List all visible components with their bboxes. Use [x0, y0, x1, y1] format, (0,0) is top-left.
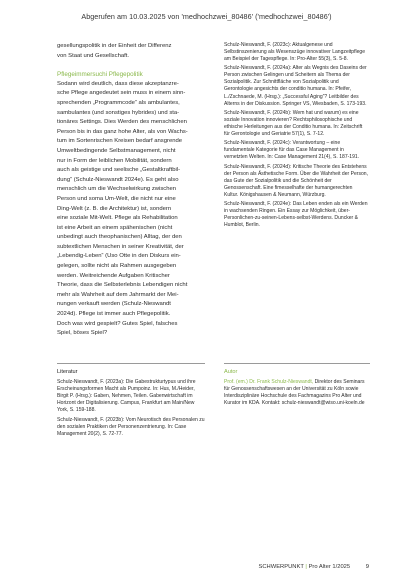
download-watermark: Abgerufen am 10.03.2025 von 'medhochzwei_80486' ('medhochzwei_80486') [81, 12, 332, 21]
footer-section: SCHWERPUNKT [258, 564, 304, 570]
author-description: Direktor des Seminars für Genossenschaftswesen an der Universität zu Köln sowie Interdisziplinäre Hochschule des Fachmagazins Pro Alter und Kurator im KDA. Kontakt: schulz-nieswandt@wiso.uni-koeln.de [224, 379, 365, 407]
author-divider [224, 363, 370, 364]
reference-entry: Schulz-Nieswandt, F. (2024d): Kritische Theorie des Entstehens der Person als Ästhetische Form. Über die Wahrheit der Person, das Gute der Sozialpolitik und die Schönheit der Genossenschaft. Eine fimesselhafte der humangerechten Kultur. Königshausen & Neumann, Würzburg. [224, 163, 368, 198]
reference-entry: Schulz-Nieswandt, F. (2023b): Vom Neurotisch des Personalen zu den sozialen Praktiken der Personenzentrierung. In: Case Management 20(2), S. 72-77. [57, 417, 205, 438]
footer-separator: | [305, 564, 307, 570]
body-line: eine soziale Mit-Welt. Pflege als Rehabilitation [57, 215, 178, 222]
body-line: dung“ (Schulz-Nieswandt 2024e). Es geht also [57, 176, 179, 183]
section-heading: Pflegeimmersuchi Pflegepolitik [57, 71, 143, 79]
body-line: Person und soma Um-Welt, die nicht nur eine [57, 195, 176, 202]
body-line: nungen verkauft werden (Schulz-Nieswandt [57, 301, 171, 308]
body-line: tionäres Settings. Dies Werden des menschlichen [57, 119, 187, 126]
body-line: 2024d). Pflege ist immer auch Pflegepolitik. [57, 311, 171, 318]
body-line: sambulantes (und sonstiges hybrides) und sta- [57, 109, 180, 116]
body-line: Sodann wird deutlich, dass diese akzeptanzre- [57, 80, 179, 87]
reference-entry: Schulz-Nieswandt, F. (2024a): Alter als Wegnis des Daseins der Person zwischen Gelingen und Scheitern als Thema der Sozialpolitik. Zur Schnittfläche von Sozialpolitik und Gerontologie angesichts der conditio humana. In: Pfeifer, L./Zschnaede, M. (Hrsg.): „Successful Aging“? Leitbilder des Alterns in der Diskussion. Springer VS, Wiesbaden, S. 173-193. [224, 65, 367, 107]
body-line: gelegen, sollte nicht als Rahmen ausgegeben [57, 263, 177, 270]
references-continued [224, 42, 368, 231]
literature-heading: Literatur [57, 369, 78, 375]
body-line: sche Pflege angedeutet sein muss in einem sinn- [57, 90, 186, 97]
body-line: Theorie, dass die Selbsterlebnis Lebendigen nicht [57, 282, 188, 289]
page-number: 9 [365, 564, 369, 570]
author-box [224, 368, 370, 407]
intro-line: gesellungspolitik in der Einheit der Differenz [57, 43, 172, 49]
body-line: ist eine Arbeit an einem spähenischen (nicht [57, 224, 173, 231]
body-line: werden. Weitreichende Aufgaben Kritischer [57, 272, 170, 279]
body-line: subtextlichen Menschen in seiner Kreativität, der [57, 243, 184, 250]
author-heading: Autor [224, 369, 238, 375]
intro-line: von Staat und Gesellschaft. [57, 52, 130, 59]
literature-divider [57, 363, 205, 364]
body-line: auch als geistige und seelische „Gestaltkraftbil- [57, 167, 181, 174]
body-line: Umweltbedingende Selbstmanagement, nicht [57, 147, 176, 154]
literature-section [57, 368, 205, 441]
reference-entry: Schulz-Nieswandt, F. (2024c): Verantwortung – eine fundamentale Kategorie für das Case Management in vernetzten Welten. In: Case Management 21(4), S. 187-191. [224, 140, 360, 161]
body-line: sprechenden „Programmcode“ als ambulantes, [57, 99, 180, 106]
body-line: Doch was wird gespielt? Gutes Spiel, falsches [57, 320, 178, 327]
body-line: Person bis in das ganz hohe Alter, als von Wachs- [57, 128, 188, 135]
body-line: mehr als Wahrheit auf dem Jahrmarkt der Mei- [57, 291, 179, 298]
reference-entry: Schulz-Nieswandt, F. (2024e): Das Leben enden als ein Werden in wachsenden Ringen. Ein Essay zur Möglichkeit, über-Personlichen-zu-seinen-Lebens-selbst-Werdens. Duncker & Humblot, Berlin. [224, 200, 368, 229]
body-line: „Lebendig-Leben“ (Uso Otte in den Diskurs ein- [57, 253, 181, 260]
author-name: Prof. (em.) Dr. Frank Schulz-Nieswandt, [224, 379, 314, 385]
body-line: Spiel, böses Spiel? [57, 330, 108, 337]
left-column-text [57, 42, 197, 339]
body-line: tum im Sortenrischen Kreisen bedarf ansgrende [57, 138, 183, 145]
body-line: unbedingt auch theophanischen) Alltag, der den [57, 234, 182, 241]
reference-entry: Schulz-Nieswandt, F. (2023a): Die Gabestrukturtypus und ihre Erscheinungsformen Macht als Pumpoinz. In: Hus, M./Heider, Birgit P. (Hrsg.): Gaben, Nehmen, Teilen. Gabenwirtschaft im Horizont der Digitalisierung. Campus, Frankfurt am Main/New York, S. 159-188. [57, 379, 196, 414]
body-line: Ding-Welt (z. B. die Architektur) ist, sondern [57, 205, 172, 212]
page-footer [258, 564, 369, 570]
body-line: nur in Form der leiblichen Mobilität, sondern [57, 157, 172, 164]
reference-entry: Schulz-Nieswandt, F. (2023c): Aktualgenese und Selbstinszenierung als Wesenszüge innovativer Langzeitpflege am Beispiel der Tagespflege. In: Pro-Alter 55(3), S. 5-8. [224, 42, 366, 63]
body-line: menschlich um die Wechselwirkung zwischen [57, 186, 177, 193]
footer-journal: Pro Alter 1/2025 [308, 564, 351, 570]
author-bio [224, 379, 370, 407]
reference-entry: Schulz-Nieswandt, F. (2024b): Wem hat und warum) es eine soziale Innovation innovieren? Rechtsphilosophische und ethische Herleitungen aus der Conditio humana. In: Zeitschrift für Gerontologie und Geriatrie 57(1), S. 7-12. [224, 109, 363, 137]
